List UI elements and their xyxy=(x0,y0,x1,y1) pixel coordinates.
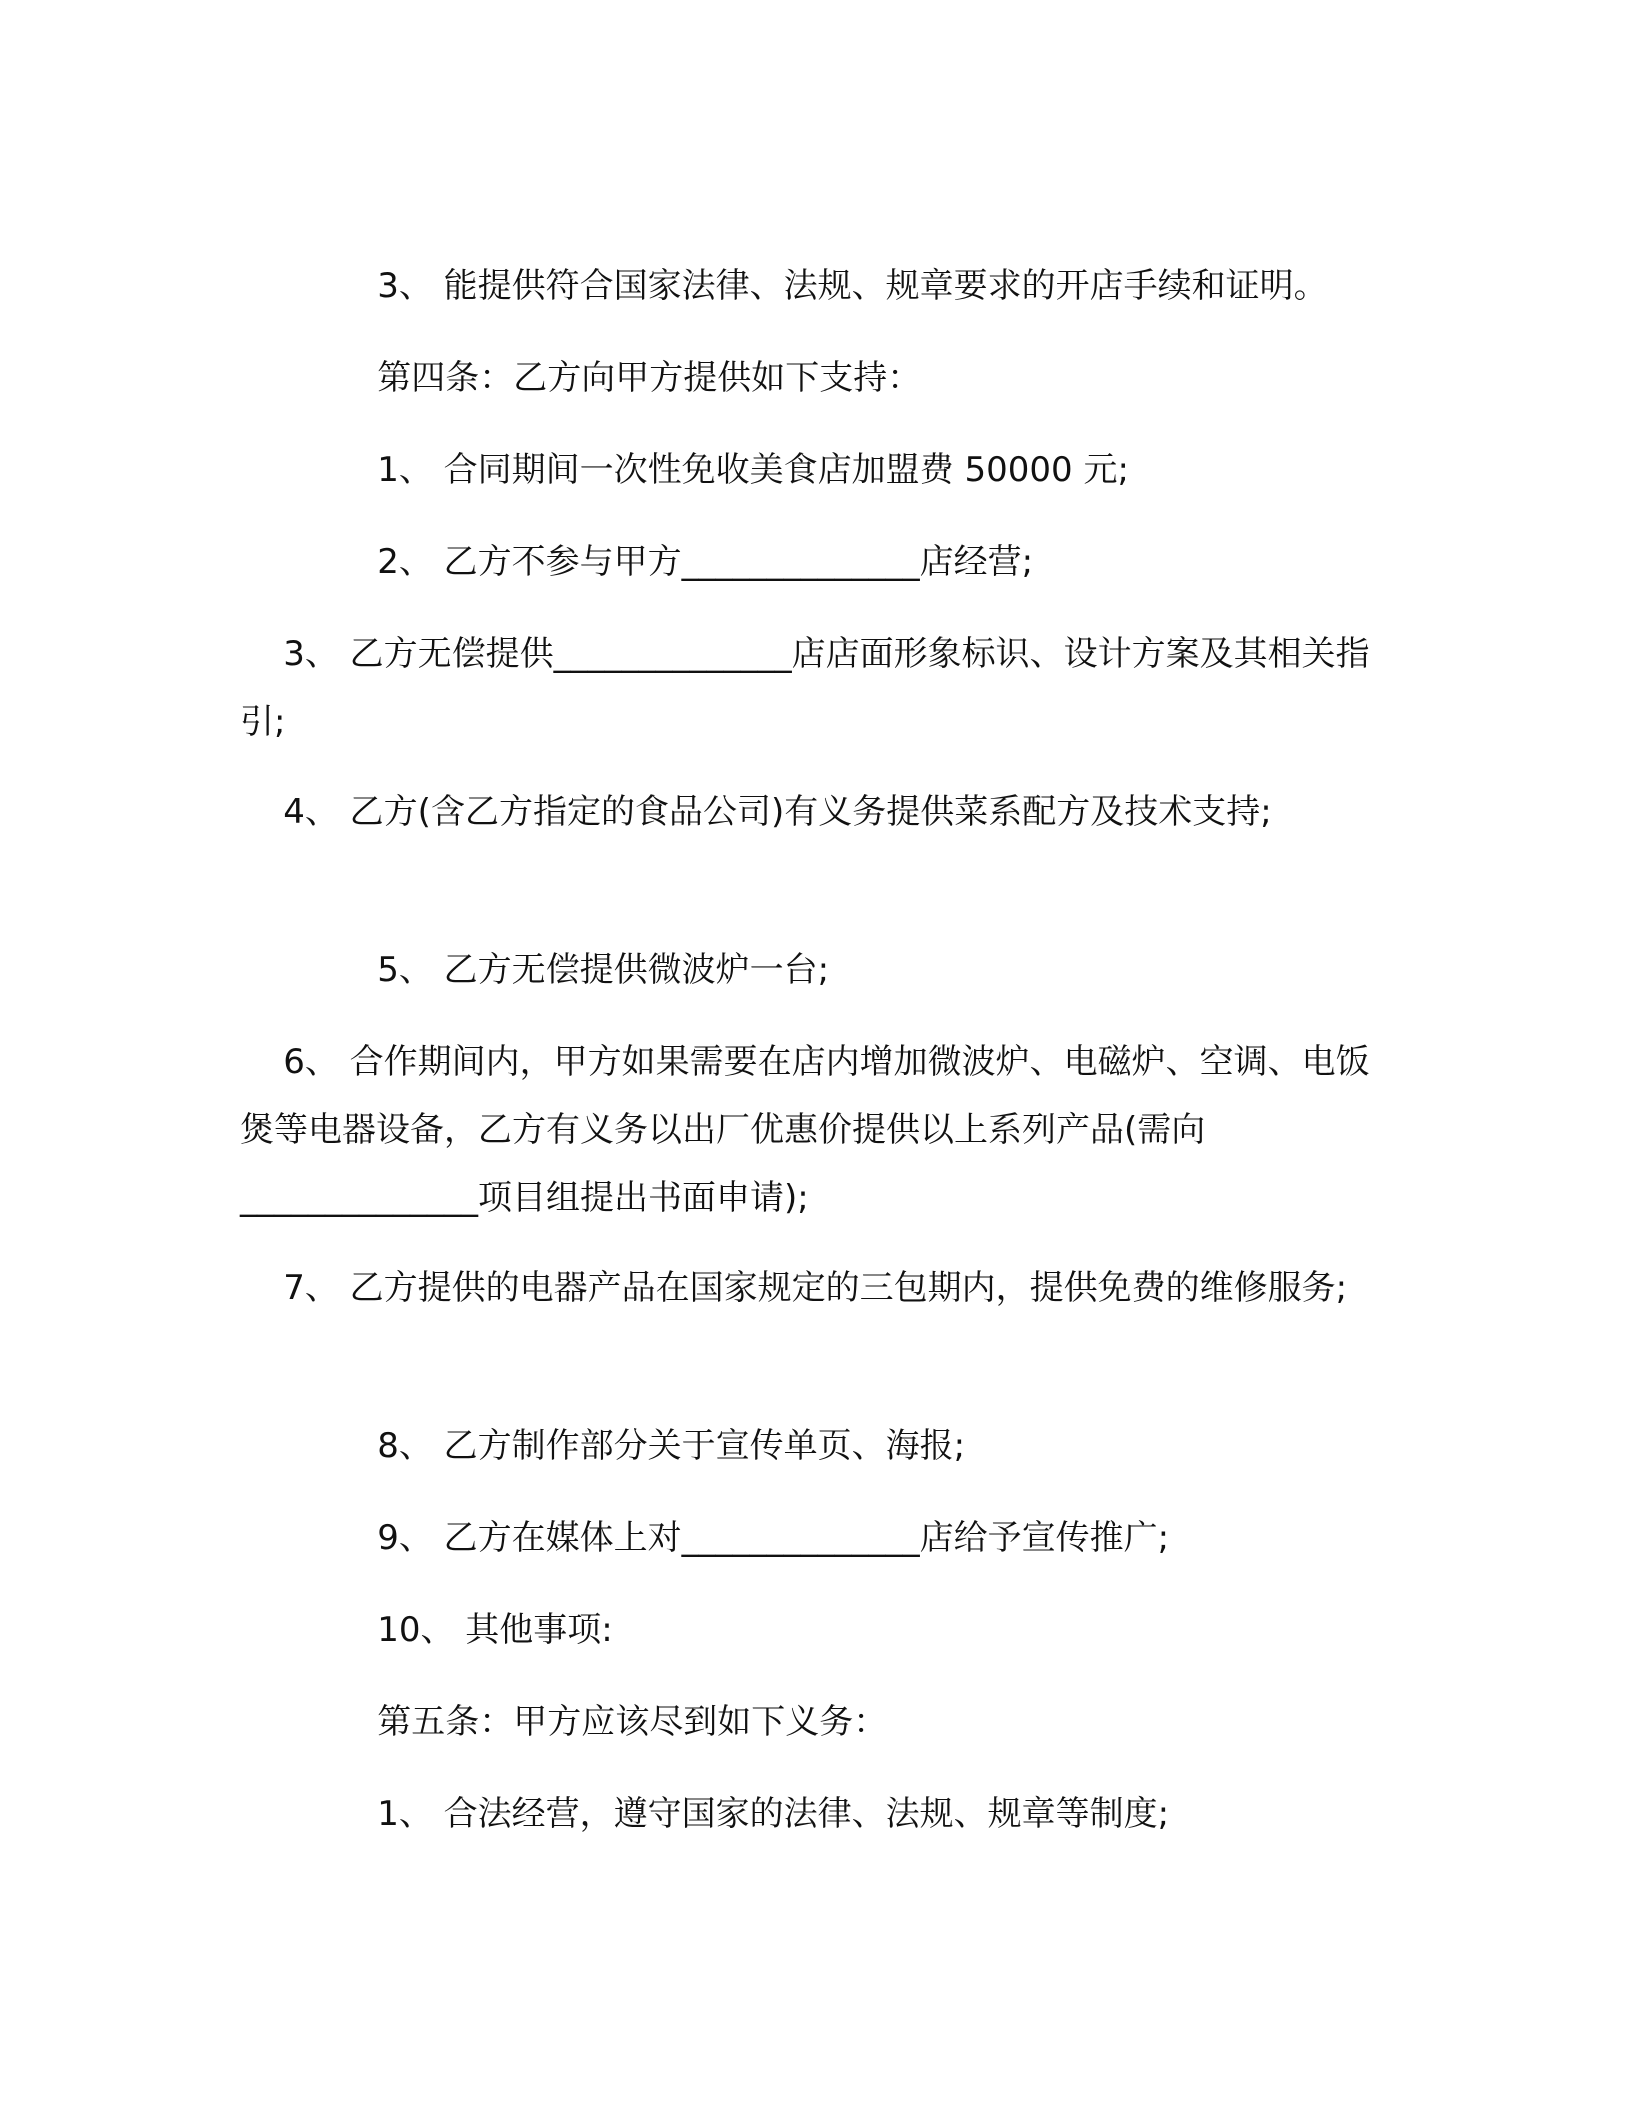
paragraph-text: 5、 乙方无偿提供微波炉一台; xyxy=(377,950,830,990)
paragraph-item-1-legal-operation xyxy=(240,1712,1380,1916)
paragraph-text: 9、 乙方在媒体上对______________店给予宣传推广; xyxy=(377,1518,1170,1558)
paragraph-text: 8、 乙方制作部分关于宣传单页、海报; xyxy=(377,1426,966,1466)
paragraph-text: 1、 合法经营，遵守国家的法律、法规、规章等制度; xyxy=(377,1794,1170,1834)
paragraph-text: 4、 乙方(含乙方指定的食品公司)有义务提供菜系配方及技术支持; xyxy=(283,792,1272,832)
paragraph-text: 2、 乙方不参与甲方______________店经营; xyxy=(377,542,1034,582)
paragraph-text: 7、 乙方提供的电器产品在国家规定的三包期内，提供免费的维修服务; xyxy=(283,1268,1348,1308)
section-heading-text: 第四条：乙方向甲方提供如下支持： xyxy=(377,358,922,398)
paragraph-text: 6、 合作期间内，甲方如果需要在店内增加微波炉、电磁炉、空调、电饭煲等电器设备，乙方有义务以出厂优惠价提供以上系列产品(需向______________项目组提出书面申请); xyxy=(240,1042,1370,1218)
paragraph-text: 3、 能提供符合国家法律、法规、规章要求的开店手续和证明。 xyxy=(377,266,1328,306)
paragraph-text: 10、 其他事项: xyxy=(377,1610,613,1650)
paragraph-text: 1、 合同期间一次性免收美食店加盟费 50000 元; xyxy=(377,450,1129,490)
paragraph-text: 3、 乙方无偿提供______________店店面形象标识、设计方案及其相关指引; xyxy=(240,634,1370,742)
section-heading-text: 第五条：甲方应该尽到如下义务： xyxy=(377,1702,888,1742)
